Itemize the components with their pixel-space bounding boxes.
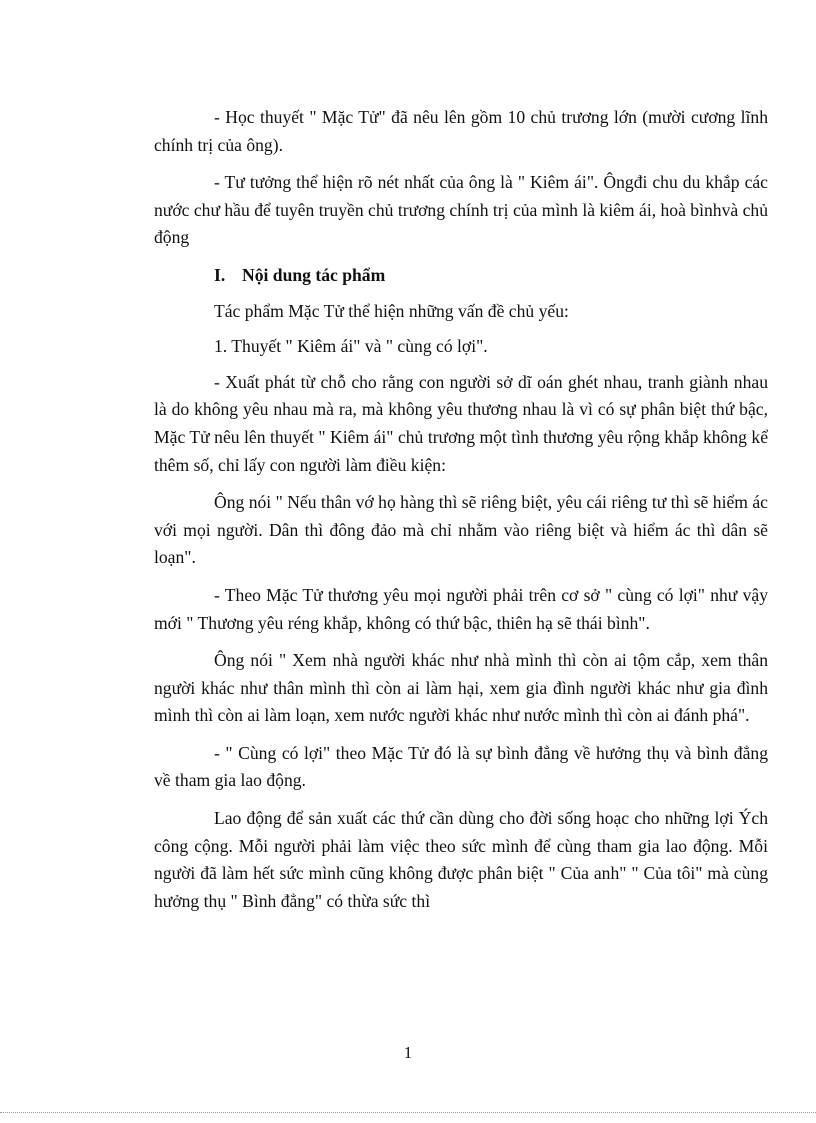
subheading-theory-kiem-ai: 1. Thuyết " Kiêm ái" và " cùng có lợi". <box>214 336 488 357</box>
paragraph-doctrine-ten-policies: - Học thuyết " Mặc Tử" đã nêu lên gồm 10 chủ trương lớn (mười cương lĩnh chính trị của ông). <box>154 107 768 155</box>
paragraph-quote-others-home: Ông nói " Xem nhà người khác như nhà mình thì còn ai tộm cắp, xem thân người khác như thân mình thì còn ai làm hại, xem gia đình người khác như gia đình mình thì còn ai làm loạn, xem nước người khác như nước mình thì còn ai đánh phá". <box>154 650 768 726</box>
paragraph-labor: Lao động để sản xuất các thứ cần dùng cho đời sống hoạc cho những lợi Ých công cộng. Mỗi người phải làm việc theo sức mình để cùng tham gia lao động. Mỗi người đã làm hết sức mình cũng không được phân biệt " Của anh" " Của tôi" mà cùng hưởng thụ " Bình đẳng" có thừa sức thì <box>154 808 768 911</box>
section-heading <box>154 262 768 290</box>
paragraph-main-issues: Tác phẩm Mặc Tử thể hiện những vấn đề chủ yếu: <box>214 300 569 321</box>
section-title: Nội dung tác phẩm <box>242 264 386 285</box>
page-bottom-divider <box>0 1112 816 1113</box>
paragraph-equality: - " Cùng có lợi" theo Mặc Tử đó là sự bình đẳng về hưởng thụ và bình đẳng về tham gia lao động. <box>154 742 768 791</box>
paragraph-origin-of-hatred: - Xuất phát từ chỗ cho rằng con người sở dĩ oán ghét nhau, tranh giành nhau là do không yêu nhau mà ra, mà không yêu thương nhau là vì có sự phân biệt thứ bậc, Mặc Tử nêu lên thuyết " Kiêm ái" chủ trương một tình thương yêu rộng khắp không kể thêm số, chỉ lấy con người làm điều kiện: <box>154 371 768 475</box>
paragraph-quote-kinship: Ông nói " Nếu thân vớ họ hàng thì sẽ riêng biệt, yêu cái riêng tư thì sẽ hiểm ác với mọi người. Dân thì đông đảo mà chỉ nhằm vào riêng biệt và hiểm ác thì dân sẽ loạn". <box>154 492 768 568</box>
paragraph-universal-love-idea: - Tư tưởng thể hiện rõ nét nhất của ông là " Kiêm ái". Ôngđi chu du khắp các nước chư hầu để tuyên truyền chủ trương chính trị của mình là kiêm ái, hoà bìnhvà chủ động <box>154 172 768 248</box>
document-body <box>154 104 768 925</box>
section-number: I. <box>214 264 226 285</box>
page-number: 1 <box>403 1043 413 1062</box>
paragraph-mutual-benefit: - Theo Mặc Tử thương yêu mọi người phải trên cơ sở " cùng có lợi" như vậy mới " Thương yêu réng khắp, không có thứ bậc, thiên hạ sẽ thái bình". <box>154 584 768 633</box>
